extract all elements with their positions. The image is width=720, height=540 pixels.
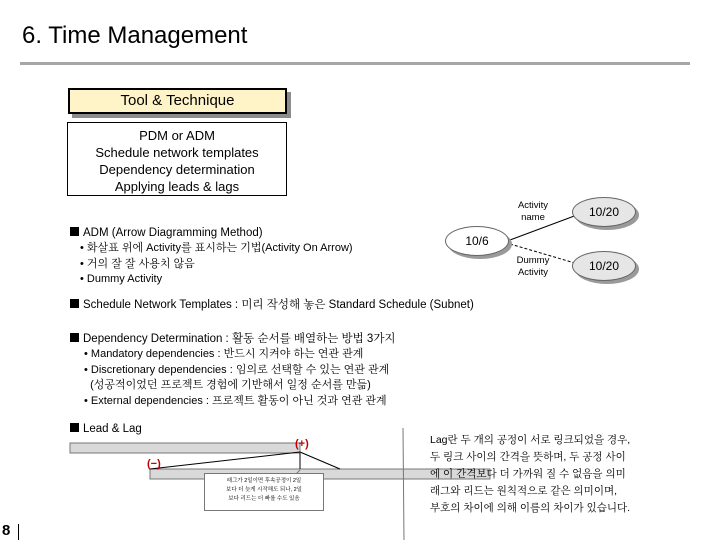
dependency-bullet: • External dependencies : 프로젝트 활동이 아닌 것과 연관 관계 (84, 394, 387, 407)
adm-bullet: • 거의 잘 잘 사용치 않음 (80, 257, 195, 270)
predecessor-bar (70, 443, 300, 453)
square-bullet-icon (70, 423, 79, 432)
node-top: 10/20 (572, 197, 636, 227)
templates-heading: Schedule Network Templates (83, 299, 232, 311)
adm-heading: ADM (Arrow Diagramming Method) (83, 227, 263, 239)
explanation-line: 부호의 차이에 의해 이름의 차이가 있습니다. (430, 502, 631, 514)
lead-arrow (150, 452, 300, 469)
dependency-bullet: • Discretionary dependencies : 임의로 선택할 수 있는 연관 관계 (84, 363, 390, 376)
page-rule (18, 524, 19, 540)
templates-section (70, 298, 474, 313)
lead-lag-explanation (430, 432, 630, 517)
explanation-line: 에 이 간격보다 더 가까워 질 수 없음을 의미 (430, 468, 626, 480)
dependency-text: Determination : 활동 순서를 배열하는 방법 3가지 (147, 333, 396, 345)
tool-technique-header: Tool & Technique (68, 88, 287, 114)
dummy-activity-label: Dummy Activity (516, 255, 550, 278)
dependency-bullet: • Mandatory dependencies : 반드시 지켜야 하는 연관 관계 (84, 348, 364, 360)
vertical-divider (403, 428, 404, 540)
explanation-line: 두 링크 사이의 간격을 뜻하며, 두 공정 사이 (430, 451, 626, 463)
tool-item: Applying leads & lags (114, 179, 240, 194)
node-start: 10/6 (445, 226, 509, 256)
templates-text: : 미리 작성해 놓은 Standard Schedule (Subnet) (231, 299, 474, 311)
plus-sign: (+) (295, 438, 309, 450)
tool-item: PDM or ADM (139, 128, 215, 143)
lead-lag-heading: Lead & Lag (83, 423, 142, 435)
square-bullet-icon (70, 299, 79, 308)
page-number: 8 (2, 522, 11, 539)
dependency-section (70, 332, 396, 409)
lead-lag-section (70, 422, 142, 437)
lead-lag-note: 래그가 2일이면 후속공정이 2일 보다 더 늦게 시작해도 되나, 2일 보다 리드는 더 빠를 수도 있음 (204, 473, 324, 511)
node-bottom: 10/20 (572, 251, 636, 281)
tool-item: Dependency determination (99, 162, 255, 177)
adm-bullet: • 화살표 위에 Activity를 표시하는 기법(Activity On Arrow) (80, 242, 353, 254)
minus-sign: (−) (147, 458, 161, 470)
slide-title: 6. Time Management (22, 22, 248, 49)
explanation-line: 래그와 리드는 원칙적으로 같은 의미이며, (430, 485, 618, 497)
explanation-line: Lag란 두 개의 공정이 서로 링크되었을 경우, (430, 434, 631, 446)
lag-arrow (300, 452, 340, 469)
tool-item: Schedule network templates (95, 145, 259, 160)
dependency-bullet: (성공적이었던 프로젝트 경험에 기반해서 일정 순서를 만듦) (84, 379, 371, 391)
square-bullet-icon (70, 333, 79, 342)
adm-bullet: • Dummy Activity (80, 273, 163, 285)
activity-name-label: Activity name (517, 200, 549, 223)
dependency-heading: Dependency (83, 333, 148, 345)
